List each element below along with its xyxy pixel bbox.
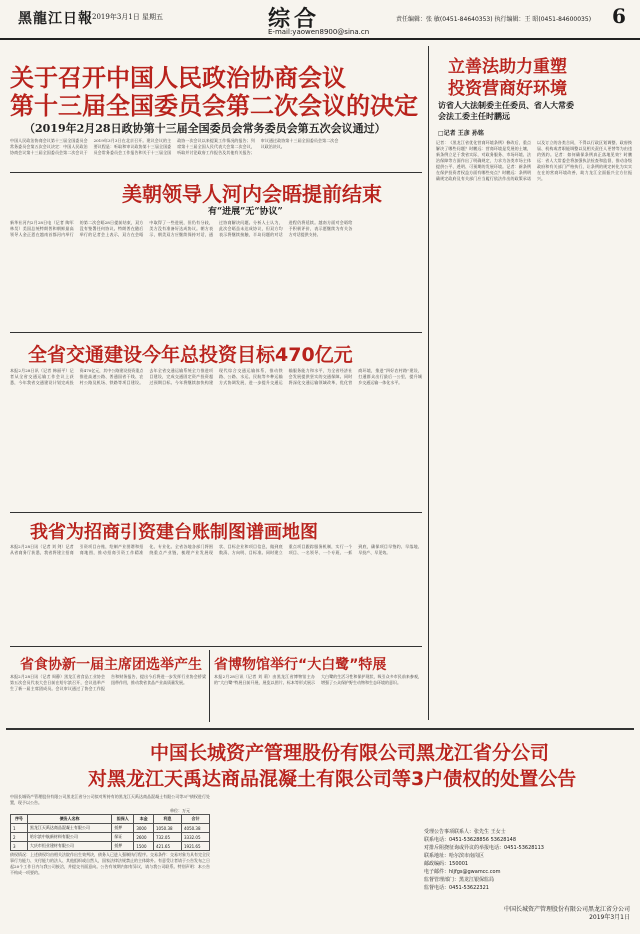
contact-line[interactable]: 电子邮件：hljfgs@gwamcc.com bbox=[424, 869, 501, 875]
masthead bbox=[0, 0, 640, 40]
column-header: 序号 bbox=[11, 815, 28, 824]
table-row bbox=[11, 833, 210, 842]
notice-body-text: 债权情况：上述债权均由相关法院作出生效判决，债务人已进入强制执行程序。交易条件：交易对象为具有完全民事行为能力、支付能力的法人、其他组织或自然人，国家法律法规禁止的主体除外。有意受让者请于公告发布之日起20个工作日内与我公司接洽，并提交书面意向。公告有效期内如有异议，请与我公司联系。特别声明：本公告不构成一项要约。 bbox=[10, 852, 210, 875]
table-cell: 黑龙江天禹达商品混凝土有限公司 bbox=[27, 824, 111, 833]
table-cell: 3332.05 bbox=[181, 833, 209, 842]
notice-footer-org: 中国长城资产管理股份有限公司黑龙江省分公司 bbox=[503, 906, 630, 913]
article2-byline: □记者 王彦 孙铭 bbox=[438, 130, 484, 137]
page-number: 6 bbox=[612, 4, 626, 28]
article2-subhead-line1: 访省人大法制委主任委员、省人大常委 bbox=[438, 100, 574, 110]
contact-line: 联系地址：哈尔滨市南岗区 bbox=[424, 853, 485, 859]
article5-body bbox=[10, 544, 422, 642]
contact-line: 联系电话：0451-53628856 53628148 bbox=[424, 837, 517, 843]
table-cell: 1500 bbox=[134, 842, 154, 851]
article7-body bbox=[214, 674, 422, 722]
table-cell: 保证 bbox=[112, 833, 134, 842]
article5-headline: 我省为招商引资建台账制图谱画地图 bbox=[30, 522, 318, 543]
notice-body-left bbox=[10, 852, 210, 928]
article3-body-text: 新华社河内2月28日电（记者 陶军 林昊）美国总统特朗普和朝鲜最高领导人金正恩在越南首都河内举行的第二次会晤28日提前结束，双方没有签署任何协议。特朗普在随后举行的记者会上表示，双方在会晤中取得了一些进展，但仍有分歧，美方没有准备好达成协议。朝方表示，朝美双方应继续保持对话，通过协商解决问题。分析人士认为，此次会晤虽未达成协议，但双方均表示将继续接触，半岛问题的对话进程仍将延续。越南方面对会晤给予积极评价，表示愿继续为有关各方对话提供支持。 bbox=[10, 220, 353, 237]
divider bbox=[6, 728, 634, 730]
table-cell: 732.05 bbox=[154, 833, 182, 842]
table-cell: 大庆市恒业建材有限公司 bbox=[27, 842, 111, 851]
article3-subhead: 有“进展”无“协议” bbox=[208, 207, 283, 217]
contact-line: 受理公告事项联系人：张先生 王女士 bbox=[424, 829, 506, 835]
article2-headline-line1: 立善法助力重塑 bbox=[448, 57, 567, 77]
table-header-row bbox=[11, 815, 210, 824]
table-cell: 抵押 bbox=[112, 824, 134, 833]
divider bbox=[10, 646, 422, 647]
credit-table bbox=[10, 814, 210, 851]
table-row bbox=[11, 824, 210, 833]
article6-headline: 省食协新一届主席团选举产生 bbox=[20, 657, 202, 673]
issue-date: 2019年3月1日 星期五 bbox=[92, 13, 163, 21]
notice-footer bbox=[404, 906, 630, 922]
divider bbox=[10, 332, 422, 333]
column-header: 利息 bbox=[154, 815, 182, 824]
table-cell: 3 bbox=[11, 842, 28, 851]
table-cell: 421.65 bbox=[154, 842, 182, 851]
article2-headline-line2: 投资营商好环境 bbox=[448, 79, 567, 99]
table-cell: 1921.65 bbox=[181, 842, 209, 851]
contact-line: 邮政编码：150001 bbox=[424, 861, 469, 867]
article4-headline: 全省交通建设今年总投资目标470亿元 bbox=[28, 344, 353, 366]
notice-intro bbox=[10, 794, 210, 808]
article3-headline: 美朝领导人河内会晤提前结束 bbox=[122, 182, 382, 206]
article2-subhead-line2: 会法工委主任时鹏远 bbox=[438, 111, 510, 121]
article4-body-text: 本报2月28日讯（记者 韩丽平）记者从全省交通运输工作会议上获悉，今年我省交通建设计划完成投资470亿元，其中公路建设投资重点推进高速公路、普通国省干线、农村公路及机场、铁路等项目建设。去年全省交通运输系统全力推进项目建设，完成交通固定资产投资超过预期目标。今年将继续加快构建现代综合交通运输体系，推动铁路、公路、水运、民航等多种运输方式协调发展，进一步提升交通运输服务能力和水平，为全省经济社会发展提供坚实的交通保障。同时将深化交通运输领域改革，优化营商环境，推进“四好农村路”建设，打通群众出行最后一公里，提升城乡交通运输一体化水平。 bbox=[10, 368, 422, 385]
section-email[interactable]: E-mail:yaowen8900@sina.cn bbox=[268, 28, 370, 36]
article6-body-text: 本报2月28日讯（记者 周静）黑龙江省食品工业协会第五次会员代表大会日前在哈尔滨召开，会议选举产生了新一届主席团成员。会议审议通过了协会工作报告和财务报告，提出今后将进一步发挥行业协会桥梁纽带作用，推动我省食品产业高质量发展。 bbox=[10, 674, 206, 691]
contact-line: 监督电话：0451-53622321 bbox=[424, 885, 489, 891]
notice-footer-date: 2019年3月1日 bbox=[589, 914, 630, 921]
column-header: 债务人名称 bbox=[27, 815, 111, 824]
article7-body-text: 本报2月28日讯（记者 刘 莉）由黑龙江省博物馆主办的“大白鹭”特展日前开展，展览以图片、标本等形式展示大白鹭的生活习性和保护现状，吸引众多市民前来参观，增强了公众保护野生动物和生态环境的意识。 bbox=[214, 674, 422, 685]
notice-intro-text: 中国长城资产管理股份有限公司黑龙江省分公司拟对所持有的黑龙江天禹达商品混凝土有限公司等3户债权进行处置，现予以公告。 bbox=[10, 794, 210, 805]
table-cell: 3000 bbox=[134, 824, 154, 833]
table-cell: 2 bbox=[11, 833, 28, 842]
section-title: 综合 bbox=[268, 6, 321, 32]
column-divider bbox=[428, 46, 429, 720]
table-cell: 1050.38 bbox=[154, 824, 182, 833]
article2-body bbox=[436, 140, 632, 720]
paper-name: 黑龍江日報 bbox=[18, 11, 93, 27]
table-cell: 哈尔滨中航新材料有限公司 bbox=[27, 833, 111, 842]
column-header: 担保人 bbox=[112, 815, 134, 824]
article7-headline: 省博物馆举行“大白鹭”特展 bbox=[214, 657, 387, 673]
divider bbox=[209, 650, 210, 722]
article1-body-text: 中国人民政治协商会议第十三届全国委员会常务委员会第五次会议决定：中国人民政治协商会议第十三届全国委员会第二次会议于2019年3月3日在北京召开。建议会议的主要议程是：听取和审议政协第十三届全国委员会常务委员会工作报告和关于十三届全国政协一次会议以来提案工作情况的报告；列席第十三届全国人民代表大会第二次会议，听取并讨论政府工作报告及其他有关报告；审议通过政协第十三届全国委员会第二次会议政治决议。 bbox=[10, 138, 339, 155]
notice-unit-label: 单位：万元 bbox=[170, 808, 190, 813]
contact-line: 对排斥阻挠征询或异议的举报电话：0451-53628113 bbox=[424, 845, 544, 851]
article4-body bbox=[10, 368, 422, 508]
table-cell: 2600 bbox=[134, 833, 154, 842]
notice-headline-line2: 对黑龙江天禹达商品混凝土有限公司等3户债权的处置公告 bbox=[88, 768, 577, 790]
table-cell: 1 bbox=[11, 824, 28, 833]
column-header: 合计 bbox=[181, 815, 209, 824]
article1-headline-line1: 关于召开中国人民政治协商会议 bbox=[10, 64, 346, 92]
article6-body bbox=[10, 674, 206, 722]
editor-credits: 责任编辑：张 敏(0451-84640353) 执行编辑：王 昭(0451-84600035) bbox=[396, 16, 592, 23]
divider bbox=[10, 172, 422, 173]
article5-body-text: 本报2月28日讯（记者 刘 剑）记者从省商务厅获悉，我省将建立招商引资项目台账，绘制产业图谱和招商地图，推动招商引资工作精准化、专业化。全省各地各部门将围绕重点产业链，梳理产业发展现状、目标企业和项目信息，做到底数清、方向明、目标准。同时建立重点项目跟踪服务机制，实行一个项目、一名领导、一个专班、一抓到底，确保项目早签约、早落地、早投产、早见效。 bbox=[10, 544, 422, 555]
table-row bbox=[11, 842, 210, 851]
divider bbox=[10, 512, 422, 513]
article1-subhead: （2019年2月28日政协第十三届全国委员会常务委员会第五次会议通过） bbox=[24, 122, 386, 135]
article1-headline-line2: 第十三届全国委员会第二次会议的决定 bbox=[10, 92, 418, 120]
notice-headline-line1: 中国长城资产管理股份有限公司黑龙江省分公司 bbox=[150, 742, 550, 764]
notice-contacts bbox=[424, 828, 624, 892]
article3-body bbox=[10, 220, 422, 326]
article2-body-text: 记者：《黑龙江省优化营商环境条例》修改后，重点解决了哪些问题？时鹏远：营商环境是发展的土壤，新条例立足于我省实际，对政务服务、市场环境、法治保障等方面作出了明确规定，力求为各类市场主体提供公平、透明、可预期的发展环境。记者：新条例在保护投资者权益方面有哪些亮点？时鹏远：条例明确规定政府及有关部门应当履行依法作出的政策承诺以及订立的各类合同，不得以行政区划调整、政府换届、机构或者职能调整以及相关责任人更替等为由违约毁约。记者：如何确保条例真正落地见效？时鹏远：省人大常委会将加强执法检查和监督，推动各级政府和有关部门严格执行，让条例的规定转化为实实在在的营商环境改善，助力龙江全面振兴全方位振兴。 bbox=[436, 140, 632, 181]
article1-body bbox=[10, 138, 422, 168]
column-header: 本金 bbox=[134, 815, 154, 824]
contact-line: 监督管理部门：黑龙江银保监局 bbox=[424, 877, 495, 883]
table-cell: 抵押 bbox=[112, 842, 134, 851]
table-cell: 4050.38 bbox=[181, 824, 209, 833]
